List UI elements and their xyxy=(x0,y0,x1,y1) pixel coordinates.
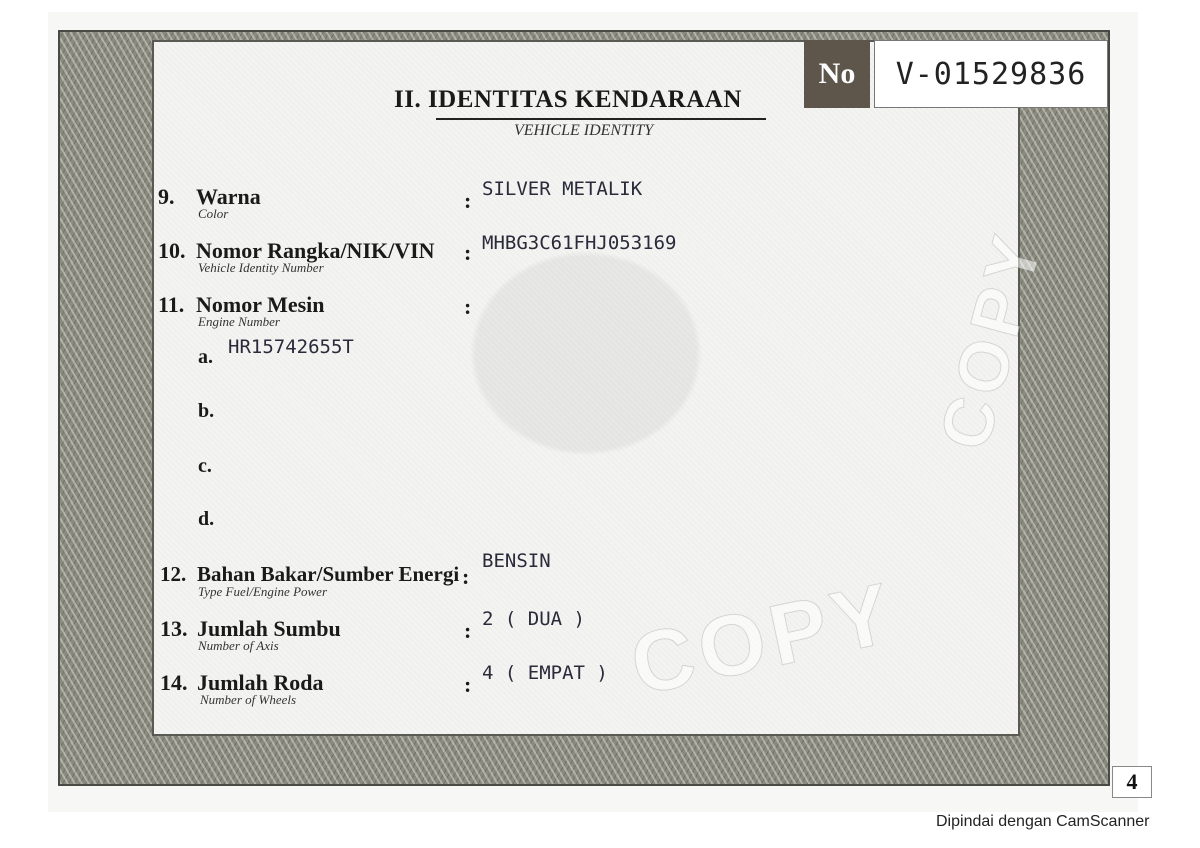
field-number: 11. xyxy=(158,292,185,317)
field-label-warna: Warna xyxy=(196,184,261,209)
field-sublabel: Color xyxy=(198,206,229,221)
field-value-vin: MHBG3C61FHJ053169 xyxy=(482,232,677,254)
field-label-engine: Nomor Mesin xyxy=(196,292,325,317)
scanner-footer: Dipindai dengan CamScanner xyxy=(936,813,1150,830)
engine-entry-letter: b. xyxy=(198,400,215,422)
field-number: 9. xyxy=(158,184,175,209)
title-underline xyxy=(436,118,766,120)
engine-entry-letter: c. xyxy=(198,455,212,477)
section-subtitle: VEHICLE IDENTITY xyxy=(514,122,654,139)
serial-number: V-01529836 xyxy=(874,40,1108,108)
field-number: 10. xyxy=(158,238,186,263)
field-colon: : xyxy=(464,672,472,697)
field-label-wheels: Jumlah Roda xyxy=(197,670,324,695)
field-sublabel: Engine Number xyxy=(198,314,280,329)
field-colon: : xyxy=(464,294,472,319)
engine-entry-letter: a. xyxy=(198,346,213,368)
field-sublabel: Number of Wheels xyxy=(200,692,297,707)
field-colon: : xyxy=(464,240,472,265)
field-value-wheels: 4 ( EMPAT ) xyxy=(482,662,608,684)
page-number: 4 xyxy=(1112,766,1152,798)
engine-entry-letter: d. xyxy=(198,508,215,530)
field-value-fuel: BENSIN xyxy=(482,550,551,572)
field-colon: : xyxy=(464,618,472,643)
field-value-warna: SILVER METALIK xyxy=(482,178,643,200)
field-colon: : xyxy=(464,188,472,213)
field-colon: : xyxy=(462,564,470,589)
field-label-vin: Nomor Rangka/NIK/VIN xyxy=(196,238,435,263)
field-number: 12. xyxy=(160,562,187,586)
engine-number-value: HR15742655T xyxy=(228,336,354,358)
field-label-fuel: Bahan Bakar/Sumber Energi xyxy=(197,562,460,586)
field-number: 14. xyxy=(160,670,188,695)
section-title: II. IDENTITAS KENDARAAN xyxy=(394,86,742,113)
field-value-axis: 2 ( DUA ) xyxy=(482,608,585,630)
field-label-axis: Jumlah Sumbu xyxy=(197,616,341,641)
copy-watermark-vertical: COPY xyxy=(924,222,1058,458)
field-number: 13. xyxy=(160,616,188,641)
copy-watermark: COPY xyxy=(622,564,905,714)
field-sublabel: Number of Axis xyxy=(198,638,279,653)
field-sublabel: Type Fuel/Engine Power xyxy=(198,584,328,599)
field-sublabel: Vehicle Identity Number xyxy=(198,260,324,275)
number-label-box: No xyxy=(804,40,870,108)
